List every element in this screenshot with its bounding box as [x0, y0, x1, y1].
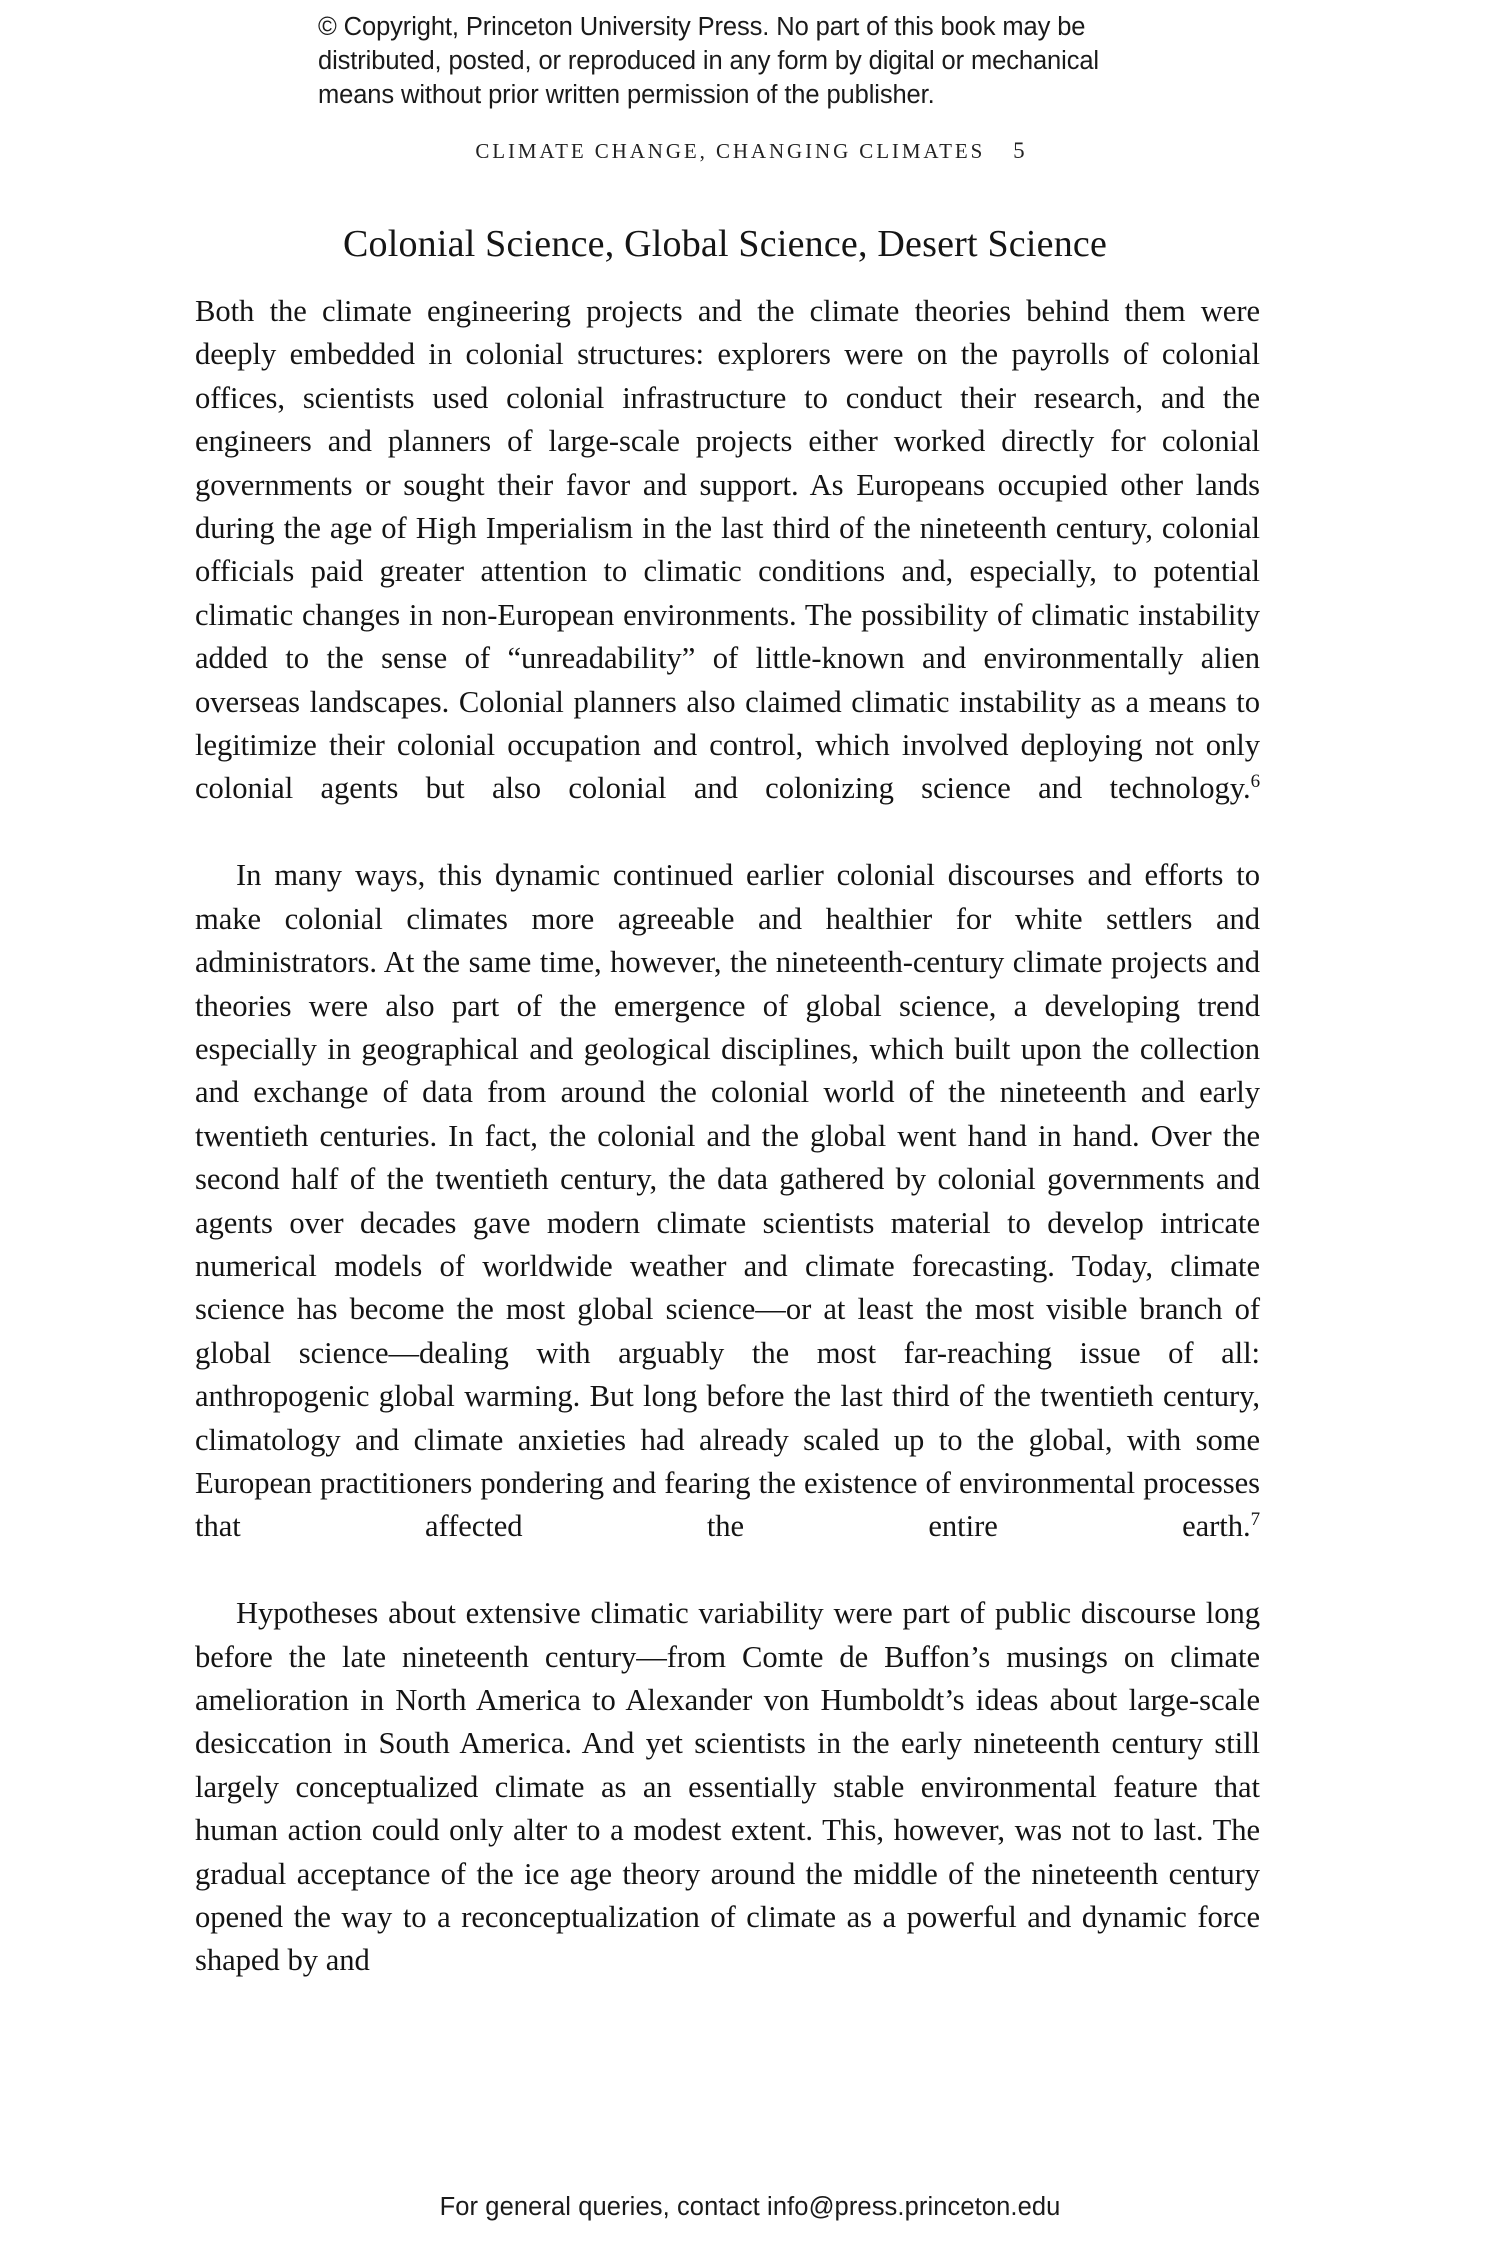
copyright-line-3: means without prior written permission of the publisher. — [318, 81, 935, 109]
copyright-notice — [318, 10, 1198, 112]
paragraph-2-text: In many ways, this dynamic continued earlier colonial discourses and efforts to make colonial climates more agreeable and healthier for white settlers and administrators. At the same time, however, the nineteenth-century climate projects and theories were also part of the emergence of global science, a developing trend especially in geographical and geological disciplines, which built upon the collection and exchange of data from around the colonial world of the nineteenth and early twentieth centuries. In fact, the colonial and the global went hand in hand. Over the second half of the twentieth century, the data gathered by colonial governments and agents over decades gave modern climate scientists material to develop intricate numerical models of worldwide weather and climate forecasting. Today, climate science has become the most global science—or at least the most visible branch of global science—dealing with arguably the most far-reaching issue of all: anthropogenic global warming. But long before the last third of the twentieth century, climatology and climate anxieties had already scaled up to the global, with some European practitioners pondering and fearing the existence of environmental processes that affected the entire earth. — [195, 858, 1260, 1544]
paragraph-1 — [195, 290, 1260, 854]
section-heading: Colonial Science, Global Science, Desert Science — [342, 223, 1108, 265]
page-footer: For general queries, contact info@press.princeton.edu — [439, 2193, 1061, 2221]
paragraph-3 — [195, 1592, 1260, 1983]
copyright-line-1: © Copyright, Princeton University Press. No part of this book may be — [318, 13, 1086, 41]
running-head — [0, 138, 1500, 164]
paragraph-2 — [195, 854, 1260, 1592]
body-text — [195, 290, 1260, 1983]
running-head-title: CLIMATE CHANGE, CHANGING CLIMATES — [475, 139, 986, 163]
copyright-line-2: distributed, posted, or reproduced in any form by digital or mechanical — [318, 47, 1099, 75]
page-number: 5 — [1013, 138, 1025, 163]
paragraph-1-text: Both the climate engineering projects and the climate theories behind them were deeply embedded in colonial structures: explorers were on the payrolls of colonial offices, scientists used colonial infrastructure to conduct their research, and the engineers and planners of large-scale projects either worked directly for colonial governments or sought their favor and support. As Europeans occupied other lands during the age of High Imperialism in the last third of the nineteenth century, colonial officials paid greater attention to climatic conditions and, especially, to potential climatic changes in non-European environments. The possibility of climatic instability added to the sense of “unreadability” of little-known and environmentally alien overseas landscapes. Colonial planners also claimed climatic instability as a means to legitimize their colonial occupation and control, which involved deploying not only colonial agents but also colonial and colonizing science and technology. — [195, 294, 1260, 806]
paragraph-3-text: Hypotheses about extensive climatic variability were part of public discourse long before the late nineteenth century—from Comte de Buffon’s musings on climate amelioration in North America to Alexander von Humboldt’s ideas about large-scale desiccation in South America. And yet scientists in the early nineteenth century still largely conceptualized climate as an essentially stable environmental feature that human action could only alter to a modest extent. This, however, was not to last. The gradual acceptance of the ice age theory around the middle of the nineteenth century opened the way to a reconceptualization of climate as a powerful and dynamic force shaped by and — [195, 1596, 1260, 1978]
footnote-marker-7[interactable]: 7 — [1250, 1509, 1260, 1531]
footnote-marker-6[interactable]: 6 — [1250, 771, 1260, 793]
